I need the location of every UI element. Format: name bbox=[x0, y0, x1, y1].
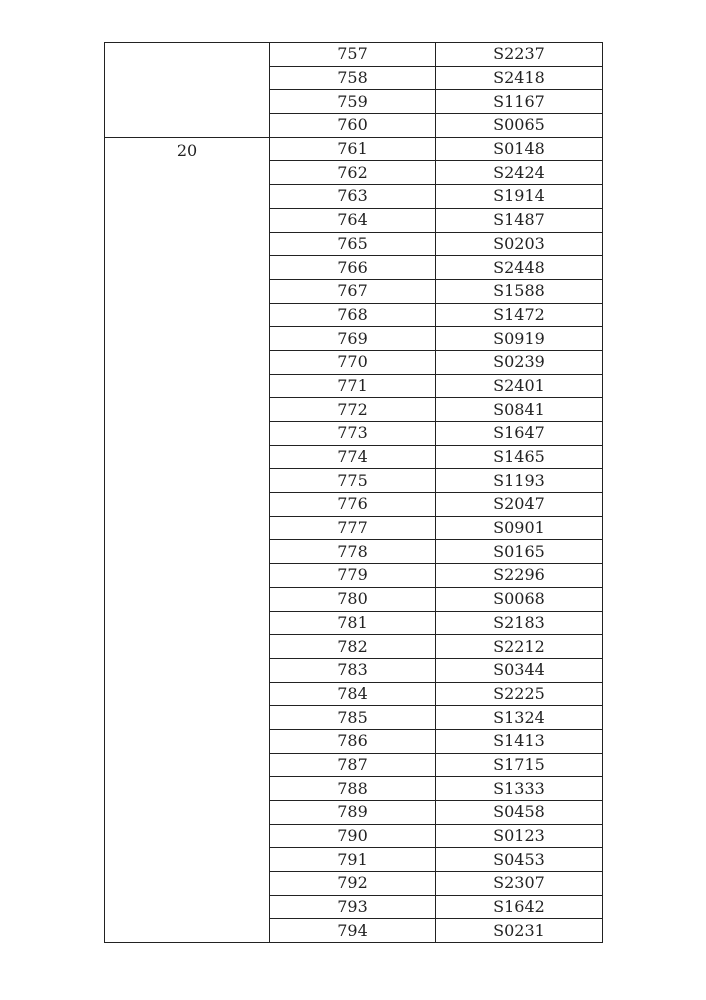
code-cell: S0065 bbox=[436, 114, 603, 138]
number-cell: 772 bbox=[270, 398, 436, 422]
number-cell: 789 bbox=[270, 801, 436, 825]
code-cell: S2296 bbox=[436, 564, 603, 588]
number-cell: 794 bbox=[270, 919, 436, 943]
code-cell: S2307 bbox=[436, 872, 603, 896]
number-cell: 763 bbox=[270, 185, 436, 209]
number-cell: 767 bbox=[270, 279, 436, 303]
number-cell: 773 bbox=[270, 422, 436, 446]
number-cell: 766 bbox=[270, 256, 436, 280]
code-cell: S2448 bbox=[436, 256, 603, 280]
code-cell: S0068 bbox=[436, 587, 603, 611]
code-cell: S1914 bbox=[436, 185, 603, 209]
table-body bbox=[105, 43, 603, 943]
code-cell: S2424 bbox=[436, 161, 603, 185]
number-cell: 760 bbox=[270, 114, 436, 138]
number-cell: 788 bbox=[270, 777, 436, 801]
code-cell: S1413 bbox=[436, 729, 603, 753]
group-cell: 20 bbox=[105, 137, 270, 942]
code-cell: S0148 bbox=[436, 137, 603, 161]
number-cell: 793 bbox=[270, 895, 436, 919]
code-cell: S1588 bbox=[436, 279, 603, 303]
code-cell: S2237 bbox=[436, 43, 603, 67]
number-cell: 761 bbox=[270, 137, 436, 161]
number-cell: 785 bbox=[270, 706, 436, 730]
table-row bbox=[105, 137, 603, 161]
number-cell: 787 bbox=[270, 753, 436, 777]
code-cell: S1324 bbox=[436, 706, 603, 730]
number-cell: 781 bbox=[270, 611, 436, 635]
number-cell: 783 bbox=[270, 658, 436, 682]
number-cell: 765 bbox=[270, 232, 436, 256]
code-cell: S0841 bbox=[436, 398, 603, 422]
code-cell: S1487 bbox=[436, 208, 603, 232]
code-cell: S0239 bbox=[436, 350, 603, 374]
code-cell: S0901 bbox=[436, 516, 603, 540]
number-cell: 769 bbox=[270, 327, 436, 351]
number-cell: 777 bbox=[270, 516, 436, 540]
code-cell: S2183 bbox=[436, 611, 603, 635]
number-cell: 779 bbox=[270, 564, 436, 588]
code-cell: S0458 bbox=[436, 801, 603, 825]
code-cell: S1715 bbox=[436, 753, 603, 777]
code-cell: S1642 bbox=[436, 895, 603, 919]
code-cell: S1193 bbox=[436, 469, 603, 493]
code-cell: S2418 bbox=[436, 66, 603, 90]
number-cell: 790 bbox=[270, 824, 436, 848]
number-cell: 771 bbox=[270, 374, 436, 398]
code-cell: S2212 bbox=[436, 635, 603, 659]
number-cell: 791 bbox=[270, 848, 436, 872]
code-cell: S0453 bbox=[436, 848, 603, 872]
table-row bbox=[105, 43, 603, 67]
code-cell: S0231 bbox=[436, 919, 603, 943]
code-cell: S1167 bbox=[436, 90, 603, 114]
number-cell: 757 bbox=[270, 43, 436, 67]
code-cell: S0919 bbox=[436, 327, 603, 351]
code-cell: S0165 bbox=[436, 540, 603, 564]
code-cell: S2401 bbox=[436, 374, 603, 398]
assignment-table bbox=[104, 42, 603, 943]
number-cell: 784 bbox=[270, 682, 436, 706]
code-cell: S1333 bbox=[436, 777, 603, 801]
number-cell: 774 bbox=[270, 445, 436, 469]
number-cell: 768 bbox=[270, 303, 436, 327]
group-cell bbox=[105, 43, 270, 138]
number-cell: 764 bbox=[270, 208, 436, 232]
code-cell: S1472 bbox=[436, 303, 603, 327]
number-cell: 770 bbox=[270, 350, 436, 374]
number-cell: 786 bbox=[270, 729, 436, 753]
code-cell: S0123 bbox=[436, 824, 603, 848]
code-cell: S2225 bbox=[436, 682, 603, 706]
number-cell: 792 bbox=[270, 872, 436, 896]
number-cell: 759 bbox=[270, 90, 436, 114]
code-cell: S0203 bbox=[436, 232, 603, 256]
number-cell: 775 bbox=[270, 469, 436, 493]
number-cell: 778 bbox=[270, 540, 436, 564]
code-cell: S2047 bbox=[436, 493, 603, 517]
number-cell: 758 bbox=[270, 66, 436, 90]
number-cell: 776 bbox=[270, 493, 436, 517]
code-cell: S1647 bbox=[436, 422, 603, 446]
number-cell: 762 bbox=[270, 161, 436, 185]
code-cell: S1465 bbox=[436, 445, 603, 469]
number-cell: 780 bbox=[270, 587, 436, 611]
number-cell: 782 bbox=[270, 635, 436, 659]
code-cell: S0344 bbox=[436, 658, 603, 682]
